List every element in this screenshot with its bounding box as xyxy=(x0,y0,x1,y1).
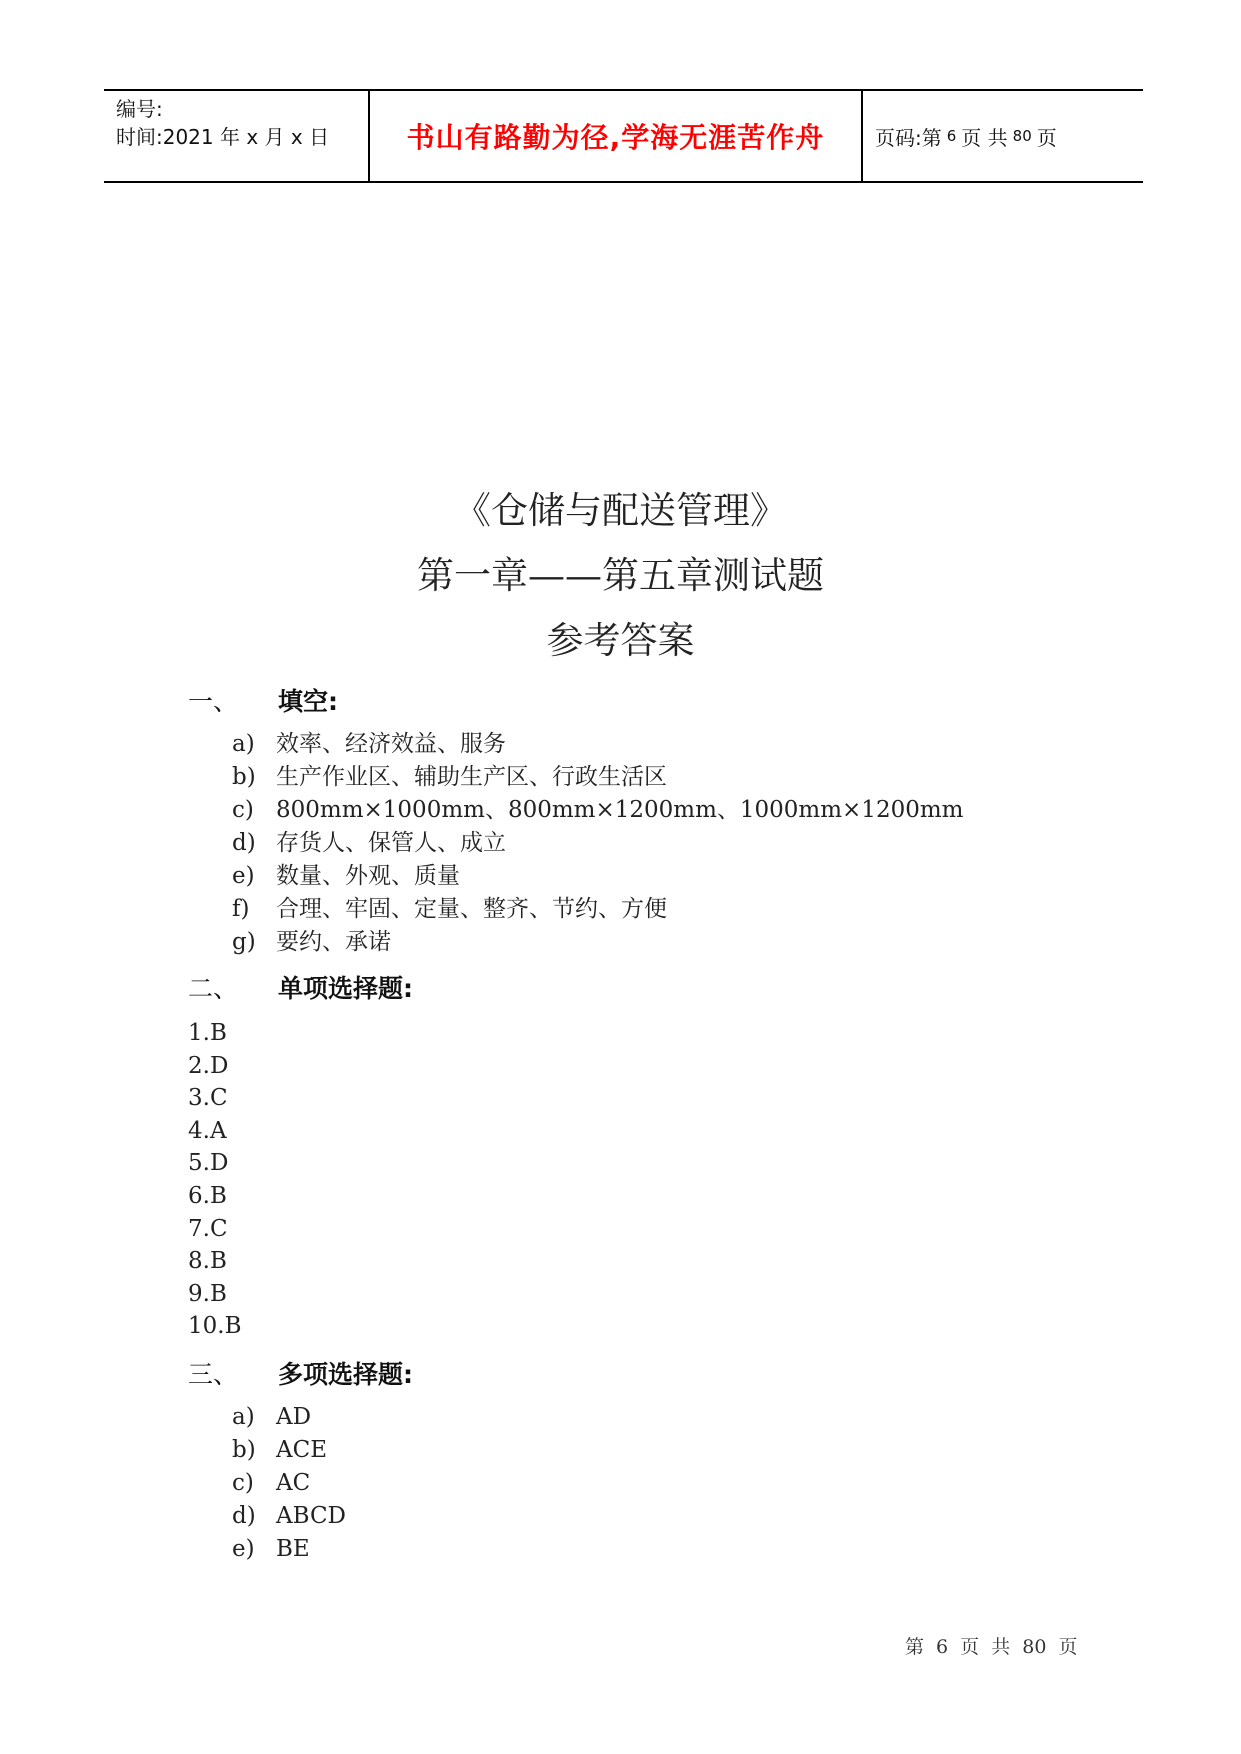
answer-item: 10.B xyxy=(188,1313,242,1340)
answer-item: 4.A xyxy=(188,1117,227,1144)
list-item xyxy=(232,827,1088,860)
answer-item: 2.D xyxy=(188,1052,229,1079)
list-item xyxy=(232,1434,1088,1467)
answer-item: 9.B xyxy=(188,1280,227,1307)
document-titles xyxy=(0,478,1241,673)
list-item xyxy=(232,860,1088,893)
multi-choice-list xyxy=(232,1401,1088,1566)
fill-blank-list xyxy=(232,728,1088,959)
section-number: 一、 xyxy=(188,687,239,716)
answer-item: 7.C xyxy=(188,1215,228,1242)
document-id-label: 编号: xyxy=(116,97,163,121)
document-title: 《仓储与配送管理》 xyxy=(454,489,787,532)
item-marker: c) xyxy=(232,1469,254,1496)
item-text: ACE xyxy=(276,1436,327,1463)
list-item xyxy=(232,893,1088,926)
item-text: AC xyxy=(276,1469,311,1496)
page-suffix: 页 xyxy=(1036,125,1057,150)
header-page-info xyxy=(863,91,1143,181)
answer-item: 8.B xyxy=(188,1248,227,1275)
answer-content xyxy=(188,678,1088,1572)
item-marker: b) xyxy=(232,1436,256,1463)
item-text: 生产作业区、辅助生产区、行政生活区 xyxy=(276,764,667,790)
item-marker: f) xyxy=(232,896,250,922)
header-motto: 书山有路勤为径,学海无涯苦作舟 xyxy=(370,91,863,181)
document-answer-title: 参考答案 xyxy=(546,619,695,662)
section-multi-choice-heading xyxy=(188,1351,1088,1395)
page-total: 80 xyxy=(1012,127,1032,145)
item-text: 存货人、保管人、成立 xyxy=(276,830,506,856)
item-text: 合理、牢固、定量、整齐、节约、方便 xyxy=(276,896,667,922)
item-marker: d) xyxy=(232,830,256,856)
list-item xyxy=(232,1500,1088,1533)
document-time-label: 时间:2021 年 x 月 x 日 xyxy=(116,125,330,149)
item-marker: e) xyxy=(232,863,255,889)
page-header xyxy=(104,89,1143,183)
item-text: BE xyxy=(276,1535,310,1562)
item-text: 效率、经济效益、服务 xyxy=(276,731,506,757)
section-fill-blank-heading xyxy=(188,678,1088,722)
answer-item: 1.B xyxy=(188,1020,227,1046)
item-marker: d) xyxy=(232,1502,256,1529)
page-mid: 页 共 xyxy=(961,125,1008,150)
document-subtitle: 第一章——第五章测试题 xyxy=(417,554,824,597)
item-marker: e) xyxy=(232,1535,255,1562)
section-number: 二、 xyxy=(188,974,239,1003)
item-text: AD xyxy=(276,1403,312,1430)
item-marker: a) xyxy=(232,731,255,757)
item-text: 要约、承诺 xyxy=(276,929,391,955)
section-number: 三、 xyxy=(188,1359,239,1389)
list-item xyxy=(232,728,1088,761)
item-marker: b) xyxy=(232,764,256,790)
list-item xyxy=(232,1401,1088,1434)
item-text: ABCD xyxy=(276,1502,346,1529)
answer-item: 6.B xyxy=(188,1182,227,1209)
section-title: 填空: xyxy=(278,687,338,716)
list-item xyxy=(232,926,1088,959)
section-single-choice-heading xyxy=(188,965,1088,1009)
list-item xyxy=(232,1533,1088,1566)
page-prefix: 页码:第 xyxy=(875,125,942,150)
list-item xyxy=(232,761,1088,794)
answer-item: 5.D xyxy=(188,1150,229,1177)
page-footer: 第 6 页 共 80 页 xyxy=(905,1636,1078,1658)
item-marker: c) xyxy=(232,797,254,823)
item-marker: g) xyxy=(232,929,256,955)
header-meta-cell xyxy=(104,91,370,181)
section-title: 多项选择题: xyxy=(278,1359,413,1389)
section-title: 单项选择题: xyxy=(278,974,413,1003)
answer-item: 3.C xyxy=(188,1085,228,1112)
page-number: 6 xyxy=(946,127,957,145)
list-item xyxy=(232,1467,1088,1500)
list-item xyxy=(232,794,1088,827)
item-text: 数量、外观、质量 xyxy=(276,863,460,889)
item-text: 800mm×1000mm、800mm×1200mm、1000mm×1200mm xyxy=(276,797,964,823)
single-choice-list xyxy=(188,1017,1088,1343)
item-marker: a) xyxy=(232,1403,255,1430)
